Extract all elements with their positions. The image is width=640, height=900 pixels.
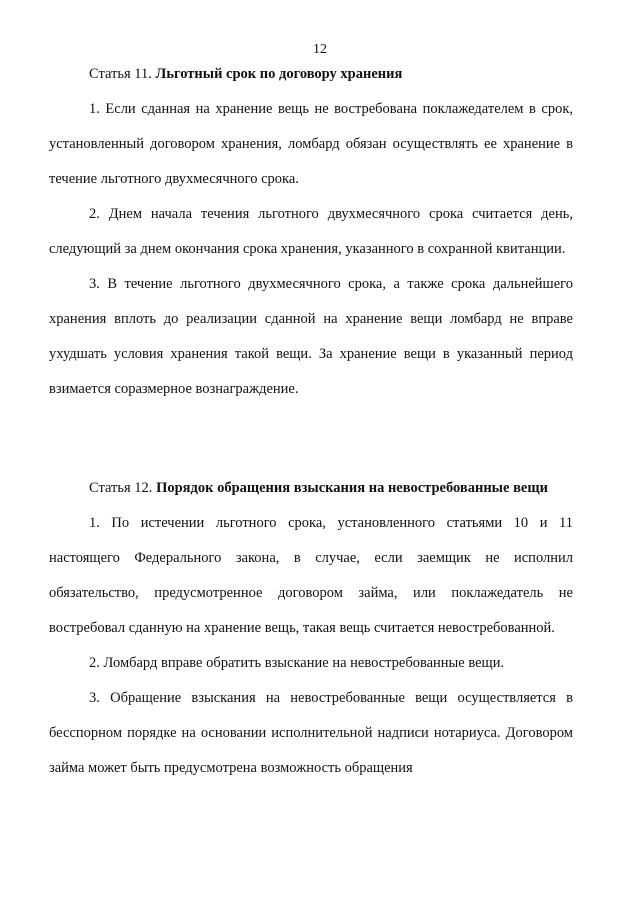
article-label: Статья 12. <box>89 480 153 496</box>
article-paragraph: 2. Ломбард вправе обратить взыскание на невостребованные вещи. <box>89 655 505 671</box>
article-paragraph: 3. Обращение взыскания на невостребованные вещи осуществляется в бесспорном порядке на основании исполнительной надписи нотариуса. Договором займа может быть предусмотрена возможность обращения <box>49 690 573 776</box>
article-heading <box>49 57 573 92</box>
article-12 <box>49 471 573 786</box>
article-paragraph: 3. В течение льготного двухмесячного срока, а также срока дальнейшего хранения вплоть до реализации сданной на хранение вещи ломбард не вправе ухудшать условия хранения такой вещи. За хранение вещи в указанный период взимается соразмерное вознаграждение. <box>49 276 573 397</box>
page-number: 12 <box>313 42 327 57</box>
article-11 <box>49 57 573 407</box>
article-paragraph: 1. Если сданная на хранение вещь не востребована поклажедателем в срок, установленный договором хранения, ломбард обязан осуществлять ее хранение в течение льготного двухмесячного срока. <box>49 101 573 187</box>
article-title: Порядок обращения взыскания на невостребованные вещи <box>156 480 548 496</box>
article-heading <box>49 471 573 506</box>
article-label: Статья 11. <box>89 66 152 82</box>
article-paragraph: 2. Днем начала течения льготного двухмесячного срока считается день, следующий за днем окончания срока хранения, указанного в сохранной квитанции. <box>49 206 573 257</box>
article-title: Льготный срок по договору хранения <box>155 66 403 82</box>
article-paragraph: 1. По истечении льготного срока, установленного статьями 10 и 11 настоящего Федерального закона, в случае, если заемщик не исполнил обязательство, предусмотренное договором займа, или поклажедатель не востребовал сданную на хранение вещь, такая вещь считается невостребованной. <box>49 515 573 636</box>
